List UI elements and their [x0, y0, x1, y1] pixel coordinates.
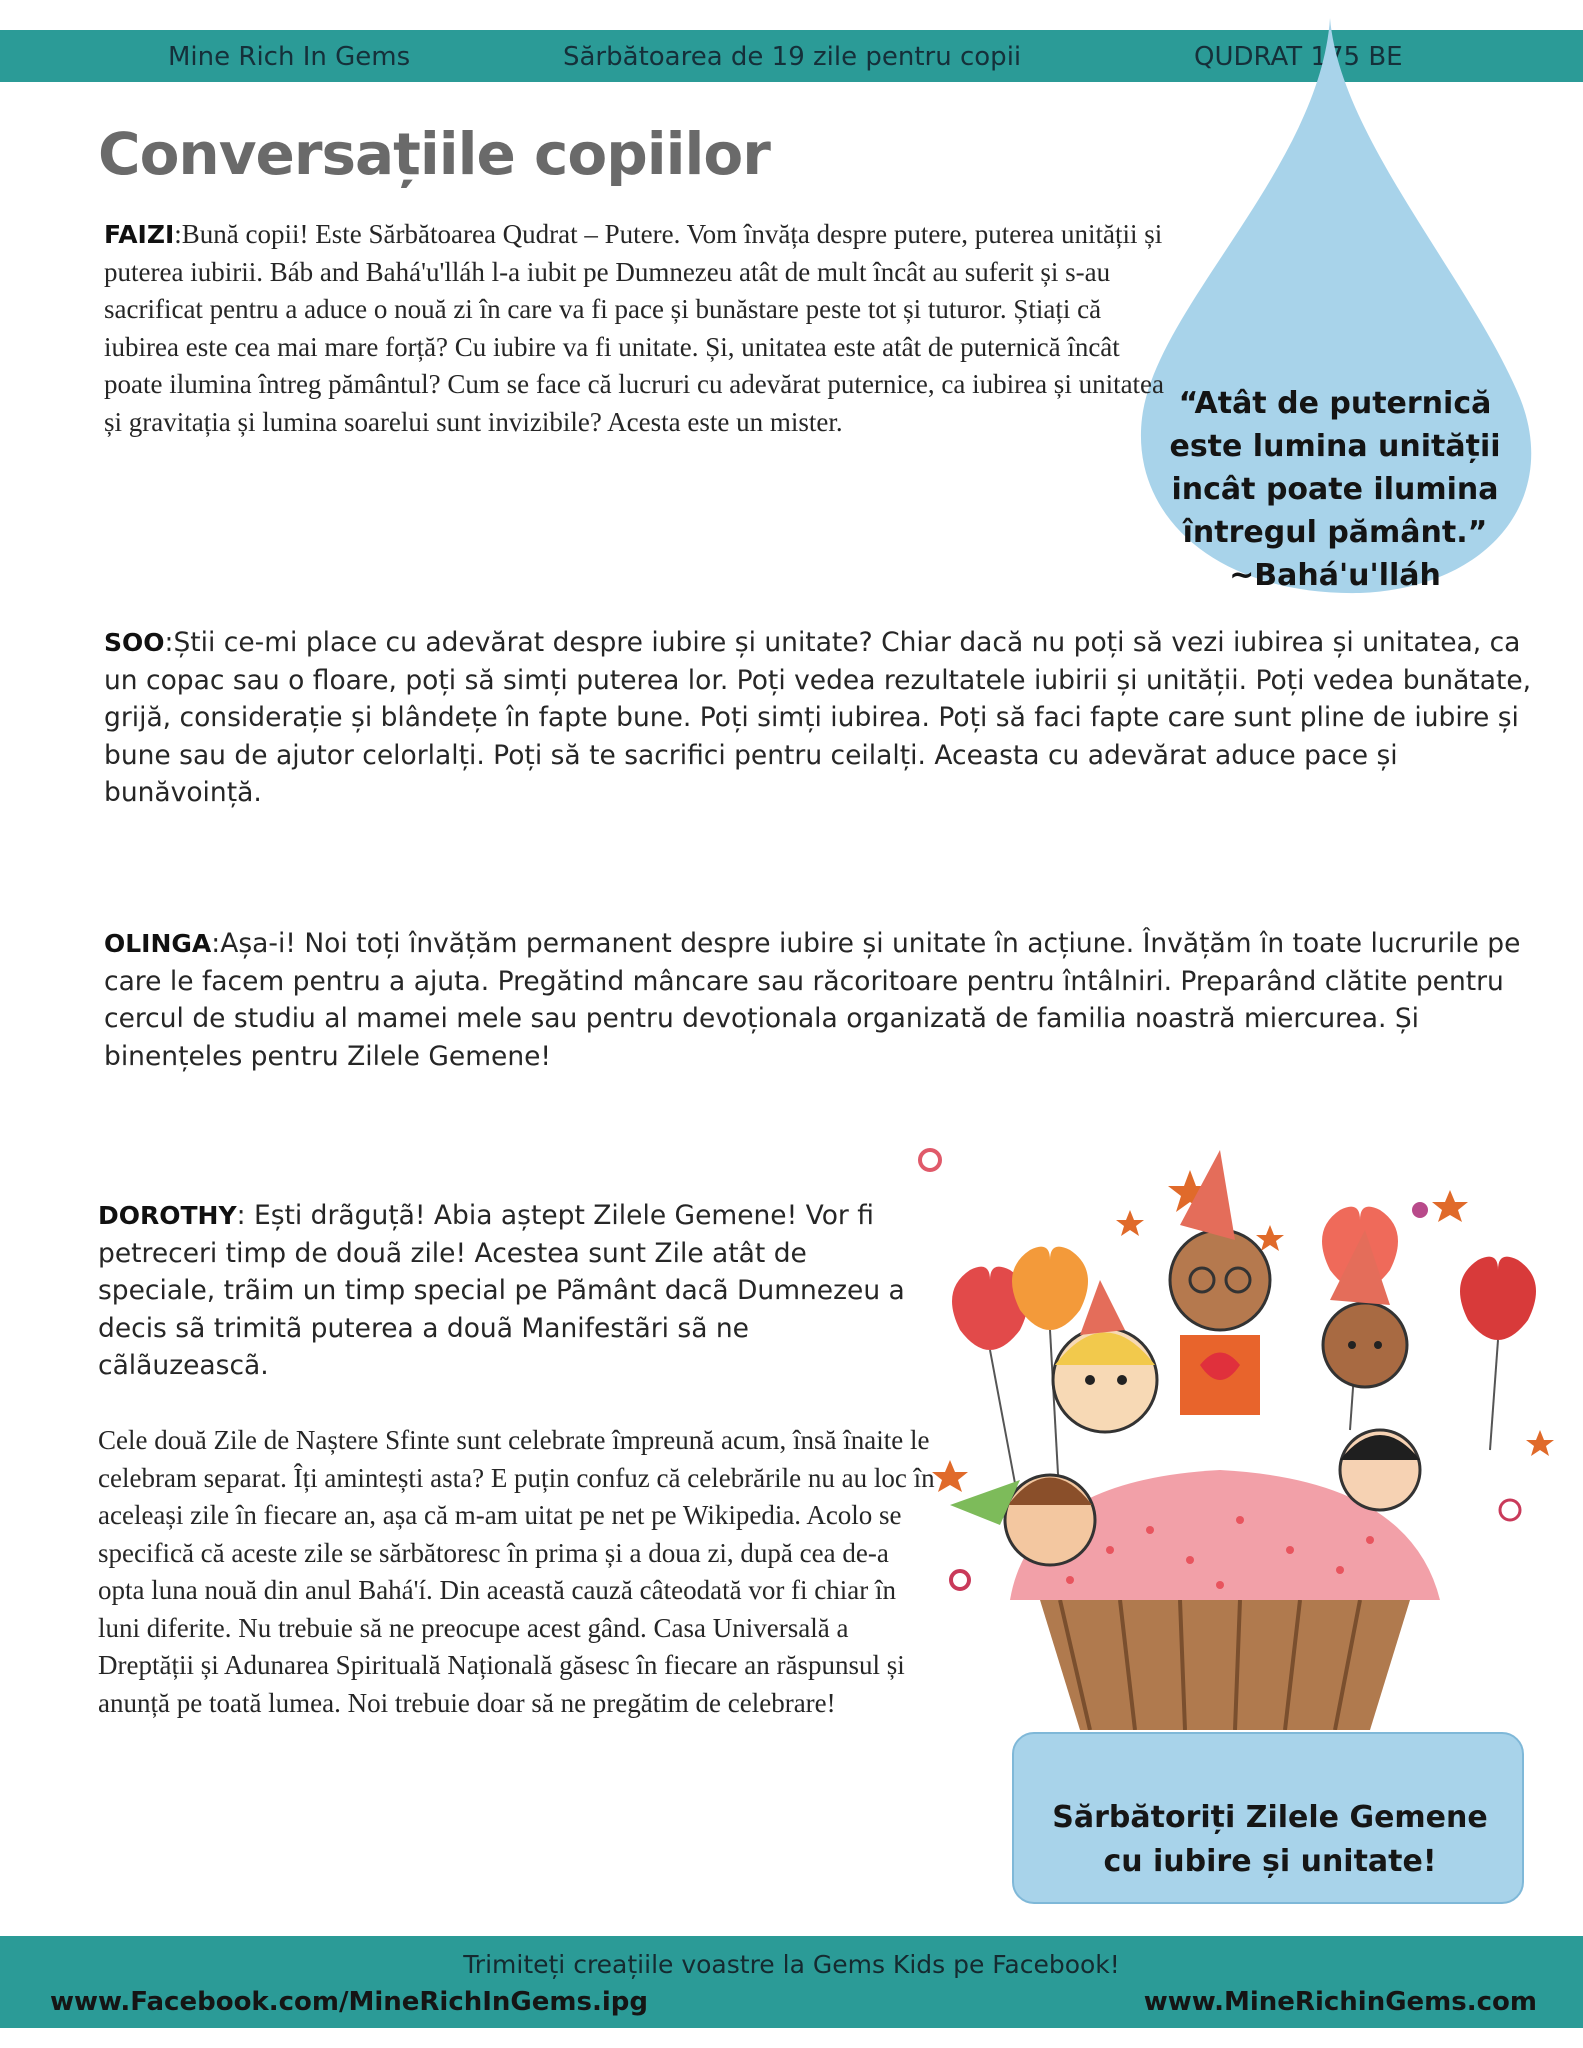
quote-line: este lumina unității [1169, 429, 1501, 464]
speaker-name: DOROTHY [98, 1201, 237, 1230]
footer-bar [0, 1936, 1583, 2028]
balloon-icon [1460, 1257, 1536, 1450]
paragraph-dorothy [98, 1197, 928, 1385]
confetti-icon [1412, 1202, 1428, 1218]
paragraph-text: :Știi ce-mi place cu adevărat despre iubire și unitate? Chiar dacă nu poți să vezi iubirea și unitatea, ca un copac sau o floare, poți să simți puterea lor. Poți vedea rezultatele iubirii și unității. Poți vedea bunătate, grijă, considerație și blândețe în fapte bune. Poți simți iubirea. Poți să faci fapte care sunt pline de iubire și bune sau de ajutor celorlalți. Poți să te sacrifici pentru ceilalți. Aceasta cu adevărat aduce pace și bunăvoință. [104, 627, 1532, 808]
quote-line: “Atât de puternică [1178, 386, 1492, 421]
speaker-name: FAIZI [104, 220, 175, 249]
header-issue: QUDRAT 175 BE [1194, 42, 1403, 72]
speaker-name: OLINGA [104, 929, 212, 958]
kid-face-icon [1340, 1430, 1420, 1510]
page-title: Conversațiile copiilor [98, 120, 770, 188]
confetti-icon [1500, 1500, 1520, 1520]
footer-message: Trimiteți creațiile voastre la Gems Kids pe Facebook! [463, 1950, 1120, 1979]
kid-face-icon [1005, 1475, 1095, 1565]
callout-box [1012, 1732, 1524, 1904]
paragraph-text: : Ești drãguțã! Abia aștept Zilele Gemene! Vor fi petreceri timp de douã zile! Acestea sunt Zile atât de speciale, trãim un timp special pe Pãmânt dacã Dumnezeu a decis sã trimitã puterea a douã Manifestãri sã ne cãlãuzeascã. [98, 1200, 905, 1381]
callout-line: cu iubire și unitate! [1103, 1844, 1437, 1879]
star-icon [932, 1170, 1554, 1492]
party-illustration [890, 1130, 1560, 1730]
paragraph-celebration: Cele două Zile de Naștere Sfinte sunt celebrate împreună acum, însă înaite le celebram separat. Îți amintești asta? E puțin confuz că celebrările nu au loc în aceleași zile în fiecare an, așa că m-am uitat pe net pe Wikipedia. Acolo se specifică că aceste zile se sărbătoresc în prima și a doua zi, după cea de-a opta luna nouă din anul Bahá'í. Din această cauză câteodată vor fi chiar în luni diferite. Nu trebuie să ne preocupe acest gând. Casa Universală a Dreptății și Adunarea Spirituală Națională găsesc în fiecare an răspunsul și anunță pe toată lumea. Noi trebuie doar să ne pregătim de celebrare! [98, 1425, 935, 1718]
footer-facebook-link[interactable]: www.Facebook.com/MineRichInGems.ipg [50, 1987, 648, 2017]
paragraph-soo [104, 624, 1544, 812]
header-site-name: Mine Rich In Gems [168, 42, 411, 72]
footer-website-link[interactable]: www.MineRichinGems.com [1143, 1987, 1537, 2017]
paragraph-olinga [104, 925, 1544, 1075]
kid-face-icon [1170, 1230, 1270, 1415]
quote-line: întregul pământ.” [1182, 515, 1488, 550]
quote-bubble [1140, 382, 1530, 597]
kid-face-icon [1053, 1328, 1157, 1432]
confetti-icon [920, 1150, 940, 1170]
header-subtitle: Sărbătoarea de 19 zile pentru copii [563, 42, 1022, 72]
callout-text [1014, 1796, 1526, 1884]
confetti-icon [951, 1571, 969, 1589]
paragraph-text: :Bună copii! Este Sărbătoarea Qudrat – Putere. Vom învăța despre putere, puterea unității și puterea iubirii. Báb and Bahá'u'lláh l-a iubit pe Dumnezeu atât de mult încât au suferit și s-au sacrificat pentru a aduce o nouă zi în care va fi pace și bunăstare peste tot și tuturor. Știați că iubirea este cea mai mare forță? Cu iubire va fi unitate. Și, unitatea este atât de puternică încât poate ilumina întreg pământul? Cum se face că lucruri cu adevărat puternice, ca iubirea și unitatea și gravitația și lumina soarelui sunt invizibile? Acesta este un mister. [104, 219, 1165, 437]
kid-face-icon [1323, 1303, 1407, 1387]
paragraph-text: :Așa-i! Noi toți învățăm permanent despre iubire și unitate în acțiune. Învățăm în toate lucrurile pe care le facem pentru a ajuta. Pregătind mâncare sau răcoritoare pentru întâlniri. Preparând clătite pentru cercul de studiu al mamei mele sau pentru devoționala organizată de familia noastră miercurea. Și binențeles pentru Zilele Gemene! [104, 928, 1521, 1072]
quote-attribution: ~Bahá'u'lláh [1229, 558, 1441, 593]
callout-line: Sărbătoriți Zilele Gemene [1052, 1800, 1488, 1835]
paragraph-faizi [104, 216, 1166, 441]
quote-line: incât poate ilumina [1171, 472, 1499, 507]
speaker-name: SOO [104, 628, 165, 657]
